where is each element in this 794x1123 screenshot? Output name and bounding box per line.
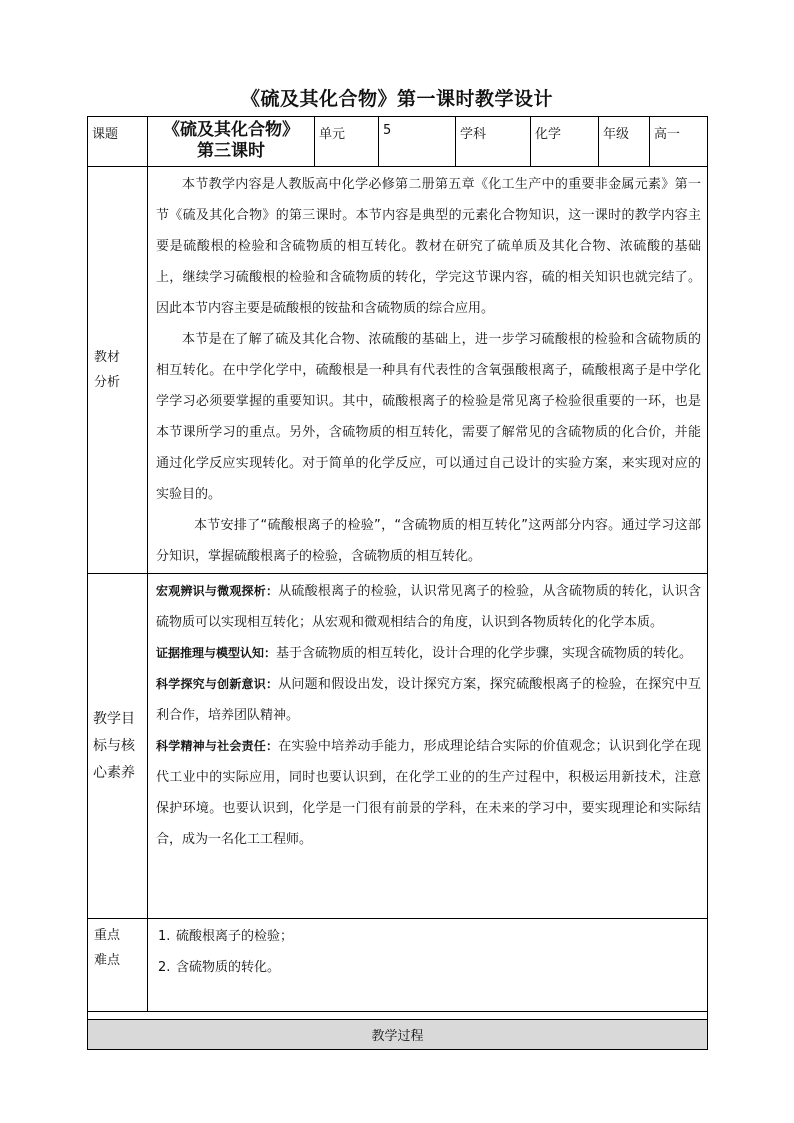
goals-label: 教学目标与核心素养 <box>93 710 135 781</box>
unit-label: 单元 <box>319 127 346 142</box>
goal-item-3 <box>148 669 707 731</box>
process-header: 教学过程 <box>371 1029 424 1044</box>
unit-label-cell <box>315 117 379 167</box>
analysis-paragraph-3: 本节安排了“硫酸根离子的检验”，“含硫物质的相互转化”这两部分内容。通过学习这部分知识，掌握硫酸根离子的检验，含硫物质的相互转化。 <box>156 518 701 564</box>
goal-text-2: 基于含硫物质的相互转化，设计合理的化学步骤，实现含硫物质的转化。 <box>276 646 693 661</box>
keypoints-row <box>88 919 708 1012</box>
goals-content <box>148 574 707 855</box>
goal-head-1: 宏观辨识与微观探析： <box>156 584 279 598</box>
keypoint-text-2: 含硫物质的转化。 <box>176 960 281 975</box>
goal-head-2: 证据推理与模型认知： <box>156 646 277 660</box>
topic-line-1: 《硫及其化合物》 <box>163 120 299 140</box>
goal-item-4 <box>148 731 707 855</box>
analysis-paragraph-2: 本节是在了解了硫及其化合物、浓硫酸的基础上，进一步学习硫酸根的检验和含硫物质的相互转化。在中学化学中，硫酸根是一种具有代表性的含氧强酸根离子，硫酸根离子是中学化学学习必须要掌握的重要知识。其中，硫酸根离子的检验是常见离子检验很重要的一环，也是本节课所学习的重点。另外，含硫物质的相互转化，需要了解常见的含硫物质的化合价，并能通过化学反应实现转化。对于简单的化学反应，可以通过自己设计的实验方案，来实现对应的实验目的。 <box>156 332 701 502</box>
keypoint-num-1: 1. <box>158 929 171 944</box>
grade-label-cell <box>599 117 650 167</box>
goal-item-2 <box>148 638 707 669</box>
analysis-row <box>88 167 708 574</box>
goals-row <box>88 574 708 919</box>
grade-value: 高一 <box>654 127 681 142</box>
topic-label: 课题 <box>92 127 119 142</box>
goal-head-3: 科学探究与创新意识： <box>156 677 279 691</box>
spacer-row <box>88 1012 708 1020</box>
subject-label-cell <box>456 117 531 167</box>
subject-label: 学科 <box>460 127 487 142</box>
unit-value-cell <box>379 117 456 167</box>
analysis-content-cell <box>148 167 708 574</box>
goal-text-4: 在实验中培养动手能力，形成理论结合实际的价值观念；认识到化学在现代工业中的实际应用，同时也要认识到，在化学工业的的生产过程中，积极运用新技术，注意保护环境。也要认识到，化学是一门很有前景的学科，在未来的学习中，要实现理论和实际结合，成为一名化工工程师。 <box>156 739 701 847</box>
keypoints-content <box>148 919 707 983</box>
goal-text-1: 从硫酸根离子的检验，认识常见离子的检验，从含硫物质的转化，认识含硫物质可以实现相互转化；从宏观和微观相结合的角度，认识到各物质转化的化学本质。 <box>156 584 701 630</box>
keypoint-num-2: 2. <box>158 960 171 975</box>
goal-text-3: 从问题和假设出发，设计探究方案，探究硫酸根离子的检验，在探究中互利合作，培养团队精神。 <box>156 677 701 723</box>
spacer-cell <box>88 1012 708 1020</box>
grade-label: 年级 <box>603 127 630 142</box>
subject-value-cell <box>531 117 599 167</box>
goal-item-1 <box>148 576 707 638</box>
keypoint-item-1 <box>148 921 707 952</box>
keypoint-text-1: 硫酸根离子的检验； <box>176 929 294 944</box>
analysis-label-cell <box>88 167 148 574</box>
unit-value: 5 <box>383 123 392 138</box>
analysis-label: 教材分析 <box>94 350 121 390</box>
document-title: 《硫及其化合物》第一课时教学设计 <box>240 88 553 110</box>
topic-value <box>148 117 314 162</box>
topic-line-2: 第三课时 <box>197 141 265 161</box>
subject-value: 化学 <box>535 127 562 142</box>
process-header-cell <box>88 1020 708 1050</box>
lesson-plan-table <box>87 116 708 1050</box>
analysis-paragraph-1: 本节教学内容是人教版高中化学必修第二册第五章《化工生产中的重要非金属元素》第一节《硫及其化合物》的第三课时。本节内容是典型的元素化合物知识，这一课时的教学内容主要是硫酸根的检验和含硫物质的相互转化。教材在研究了硫单质及其化合物、浓硫酸的基础上，继续学习硫酸根的检验和含硫物质的转化，学完这节课内容，硫的相关知识也就完结了。因此本节内容主要是硫酸根的铵盐和含硫物质的综合应用。 <box>156 177 701 316</box>
keypoints-label-cell <box>88 919 148 1012</box>
keypoints-label: 重点难点 <box>94 928 121 968</box>
grade-value-cell <box>650 117 708 167</box>
analysis-content <box>148 167 707 572</box>
goals-content-cell <box>148 574 708 919</box>
process-row <box>88 1020 708 1050</box>
header-row <box>88 117 708 167</box>
topic-label-cell <box>88 117 148 167</box>
topic-value-cell <box>148 117 315 167</box>
goals-label-cell <box>88 574 148 919</box>
keypoint-item-2 <box>148 952 707 983</box>
keypoints-content-cell <box>148 919 708 1012</box>
goal-head-4: 科学精神与社会责任： <box>156 739 279 753</box>
